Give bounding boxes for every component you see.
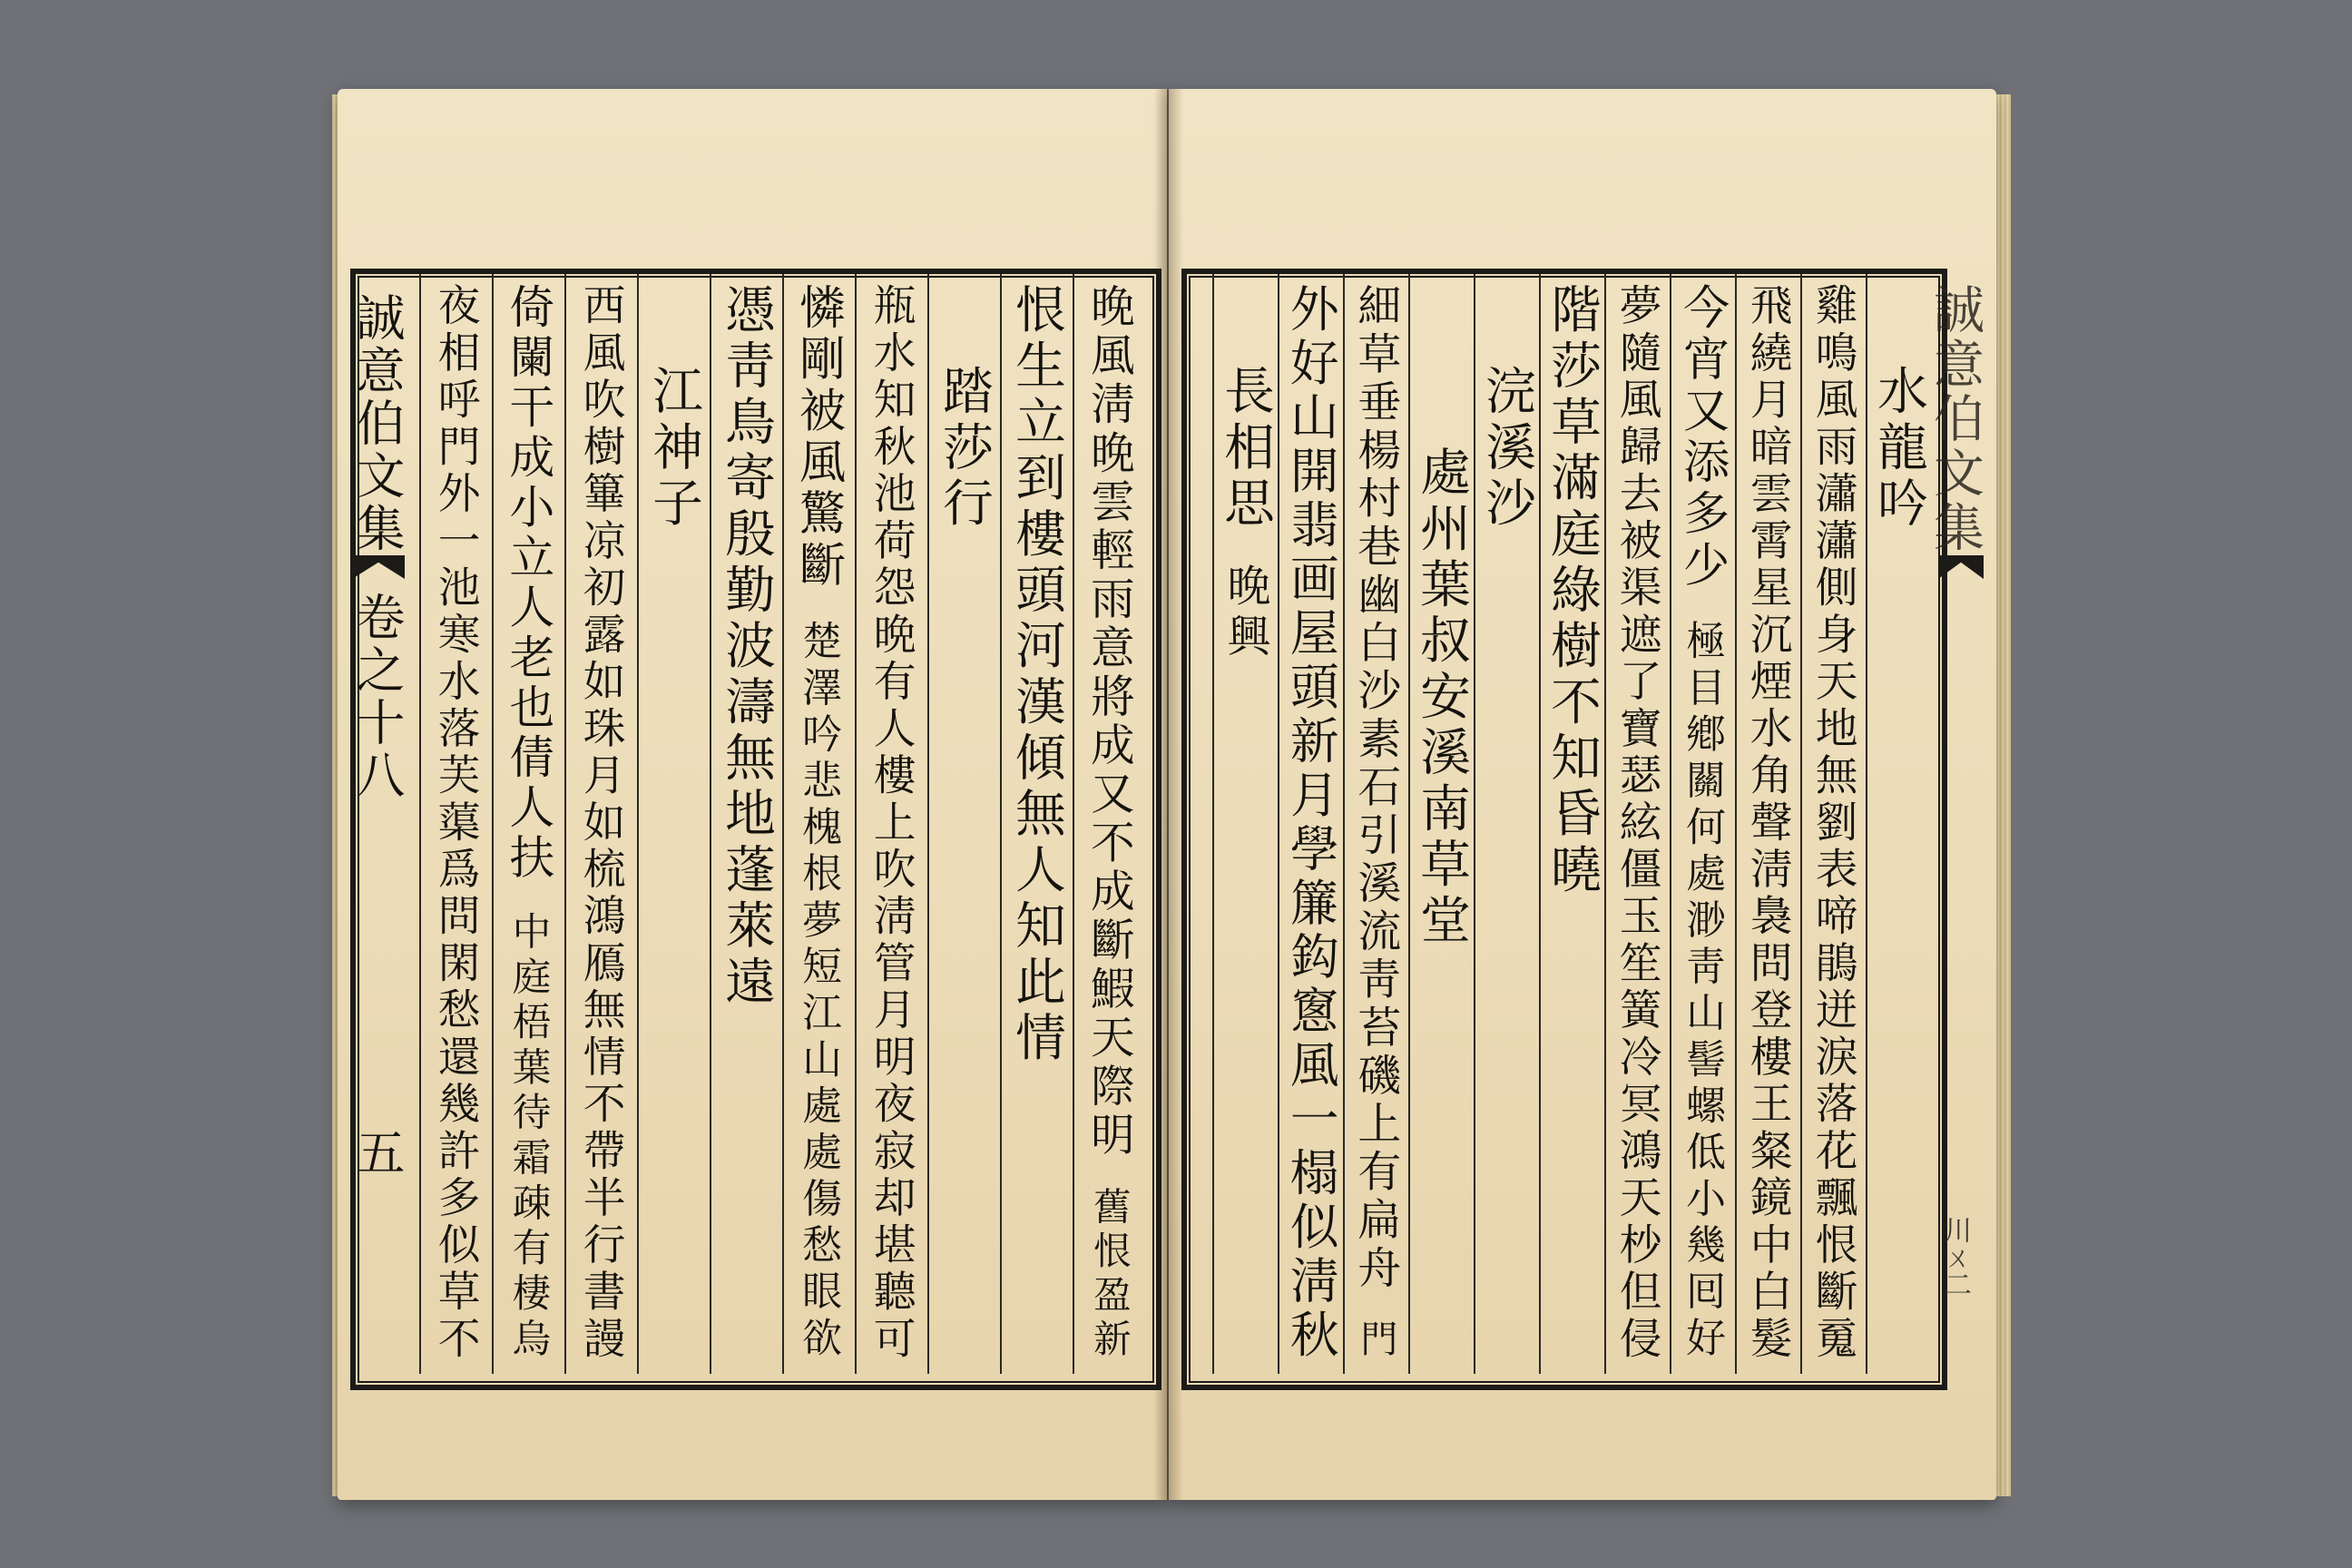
left-column [1000, 283, 1073, 1368]
left-column-rule [782, 274, 784, 1374]
left-column-text: 憐剛被風驚斷 [791, 283, 847, 592]
left-column-text: 瓶水知秋池荷怨晩有人樓上吹淸管月明夜寂却堪聽可 [867, 283, 916, 1363]
left-column [492, 283, 564, 1368]
right-column-text: 浣溪沙 [1477, 364, 1536, 533]
left-column-rule [1073, 274, 1074, 1374]
right-column-rule [1343, 274, 1345, 1374]
right-column [1735, 283, 1800, 1368]
volume-label: 卷之十八 [348, 592, 406, 802]
left-column-text: 西風吹樹篳凉初露如珠月如梳鴻鴈無情不帶半行書謾 [576, 283, 626, 1363]
left-column-rule [1000, 274, 1002, 1374]
right-column-text: 飛繞月暗雲霄星沉煙水角聲淸裊問登樓王粲鏡中白髮 [1743, 283, 1793, 1363]
right-column [1278, 283, 1343, 1368]
left-column-rule [927, 274, 929, 1374]
left-column-text: 憑靑鳥寄殷勤波濤無地蓬萊遠 [717, 283, 776, 1011]
right-column-text: 水龍吟 [1869, 364, 1928, 533]
page-number: 五 [348, 1127, 406, 1180]
right-column [1474, 283, 1539, 1368]
right-column [1343, 283, 1408, 1368]
left-column-text: 恨生立到樓頭河漢傾無人知此情 [1007, 283, 1066, 1067]
right-column-text: 夢隨風歸去被渠遮了寶瑟絃僵玉笙簧冷冥鴻天杪但侵 [1612, 283, 1662, 1363]
right-column [1408, 283, 1474, 1368]
left-column-subtext: 楚澤吟悲槐根夢短江山處處傷愁眼欲 [795, 620, 842, 1363]
left-column-text: 江神子 [644, 364, 703, 533]
right-column-rule [1735, 274, 1737, 1374]
right-column-rule [1670, 274, 1671, 1374]
right-column-text: 處州葉叔安溪南草堂 [1412, 446, 1471, 950]
left-column-rule [492, 274, 494, 1374]
left-column-rule [710, 274, 711, 1374]
right-column-subtext: 極目鄕關何處渺靑山髻螺低小幾囘好 [1679, 620, 1726, 1363]
left-column-subtext: 舊恨盈新 [1086, 1186, 1132, 1363]
left-column [1073, 283, 1145, 1368]
left-column [419, 283, 492, 1368]
right-column-text: 細草垂楊村巷幽白沙素石引溪流靑苔磯上有扁舟 [1350, 283, 1402, 1294]
right-column-rule [1474, 274, 1475, 1374]
left-column [927, 283, 1000, 1368]
right-column-rule [1866, 274, 1867, 1374]
right-column-rule [1278, 274, 1279, 1374]
right-spine-title: 誠意伯文集 [1926, 283, 1984, 555]
right-page-mark: 川ㄨ二 [1939, 1216, 1971, 1298]
left-center-column [348, 274, 405, 1374]
right-column [1866, 283, 1931, 1368]
right-column-text: 階莎草滿庭綠樹不知昏曉 [1543, 283, 1602, 899]
right-column-rule [1604, 274, 1606, 1374]
left-column [855, 283, 927, 1368]
left-column [637, 283, 710, 1368]
right-column-rule [1800, 274, 1802, 1374]
left-column-text: 晚風淸晚雲輕雨意將成又不成斷鰕天際明 [1083, 283, 1135, 1161]
left-column [564, 283, 637, 1368]
left-column-text: 夜相呼門外一池寒水落芙蕖爲問閑愁還幾許多似草不 [431, 283, 481, 1363]
right-column [1212, 283, 1278, 1368]
right-column [1670, 283, 1735, 1368]
left-column-text: 踏莎行 [935, 364, 994, 533]
left-column-rule [855, 274, 857, 1374]
left-column-rule [637, 274, 639, 1374]
right-column [1800, 283, 1866, 1368]
right-column-text: 長相思 [1216, 364, 1275, 533]
right-column [1539, 283, 1604, 1368]
right-column-subtext: 門 [1354, 1319, 1397, 1363]
left-column [782, 283, 855, 1368]
right-column-text: 今宵又添多少 [1675, 283, 1730, 592]
right-column-text: 雞鳴風雨瀟瀟側身天地無劉表啼鵑迸淚落花飄恨斷䰟 [1808, 283, 1858, 1363]
right-column-subtext: 晚興 [1220, 563, 1270, 664]
left-column-rule [564, 274, 566, 1374]
right-column-text: 外好山開翡画屋頭新月學簾鈎窻風一榻似淸秋 [1282, 283, 1339, 1363]
right-column-rule [1212, 274, 1214, 1374]
left-column-text: 倚闌干成小立人老也倩人扶 [502, 283, 555, 884]
book-title: 誠意伯文集 [348, 292, 406, 555]
right-column-rule [1539, 274, 1541, 1374]
right-column-rule [1408, 274, 1410, 1374]
left-column-rule [419, 274, 421, 1374]
left-column-subtext: 中庭梧葉待霜疎有棲烏 [505, 910, 551, 1363]
right-column [1604, 283, 1670, 1368]
left-column [710, 283, 782, 1368]
